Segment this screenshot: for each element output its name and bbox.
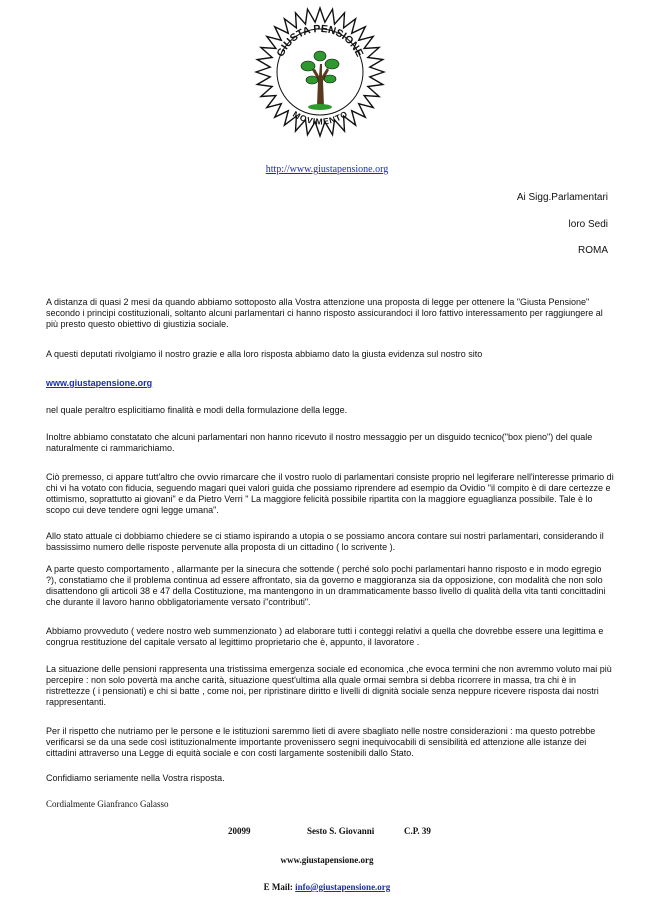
footer-po-box: C.P. 39 [404, 826, 431, 836]
footer-email-link[interactable]: info@giustapensione.org [295, 882, 391, 892]
movement-logo [254, 6, 386, 138]
recipient-line-2: loro Sedi [568, 219, 608, 230]
paragraph-site-description: nel quale peraltro esplicitiamo finalità e modi della formulazione della legge. [46, 405, 348, 415]
paragraph-pension-situation: La situazione delle pensioni rappresenta una tristissima emergenza sociale ed economica ,che evoca termini che non avremmo voluto mai più percepire : non solo povertà ma anche carità, situazione quest'ultima alla quale ormai sembra si debba ricorrere in massa, tra chi è in ristrettezze ( i pensionati) e chi si batte , come noi, per ripristinare diritto e livelli di dignità sociale senza neppure ricevere risposta dai nostri rappresentanti. [46, 664, 612, 707]
logo-top-text: GIUSTA PENSIONE [274, 22, 366, 59]
footer-email-line [0, 882, 654, 892]
paragraph-closing: Confidiamo seriamente nella Vostra risposta. [46, 773, 225, 783]
recipient-line-3: ROMA [578, 245, 608, 256]
footer-website: www.giustapensione.org [280, 855, 374, 865]
paragraph-calculations: Abbiamo provveduto ( vedere nostro web summenzionato ) ad elaborare tutti i conteggi relativi a quella che dovrebbe essere una legittima e congrua restituzione del capitale versato al legittimo proprietario che è, appunto, il lavoratore . [46, 626, 604, 647]
footer-city: Sesto S. Giovanni [307, 826, 375, 836]
footer-cap: 20099 [228, 826, 251, 836]
website-link-top[interactable]: http://www.giustapensione.org [265, 164, 389, 175]
paragraph-premise: Ciò premesso, ci appare tutt'altro che ovvio rimarcare che il vostro ruolo di parlamentari consiste proprio nel legiferare nell'interesse primario di chi vi ha votato con fiducia, seguendo magari quei valori guida che possiamo riprendere ad esempio da Ovidio "il compito è di dare certezze e ottimismo, soprattutto ai giovani" e da Pietro Verri " La maggiore felicità possibile ripartita con la maggiore eguaglianza possibile. Tale è lo scopo cui deve tendere ogni legge umana". [46, 472, 614, 515]
tree-icon [254, 6, 386, 138]
paragraph-intro: A distanza di quasi 2 mesi da quando abbiamo sottoposto alla Vostra attenzione una proposta di legge per ottenere la "Giusta Pensione" secondo i principi costituzionali, soltanto alcuni parlamentari ci hanno risposto assicurandoci il loro fattivo interessamento per raggiungere al più presto questo obiettivo di giustizia sociale. [46, 297, 603, 329]
paragraph-utopia: Allo stato attuale ci dobbiamo chiedere se ci stiamo ispirando a utopia o se possiamo ancora contare sui nostri parlamentari, considerando il bassissimo numero delle risposte pervenute alla proposta di un cittadino ( lo scrivente ). [46, 531, 604, 552]
logo-bottom-text: MOVIMENTO [291, 108, 349, 127]
recipient-line-1: Ai Sigg.Parlamentari [516, 192, 608, 203]
paragraph-behaviour: A parte questo comportamento , allarmante per la sinecura che sottende ( perché solo pochi parlamentari hanno risposto e in modo egregio ?), constatiamo che il problema continua ad essere affrontato, sia da governo e maggioranza sia da opposizione, con modalità che non solo disattendono gli articoli 38 e 47 della Costituzione, ma mantengono in un drammaticamente basso livello di qualità della vita tanti concittadini che durante il lavoro hanno obbligatoriamente versato i"contributi". [46, 564, 606, 607]
paragraph-thanks: A questi deputati rivolgiamo il nostro grazie e alla loro risposta abbiamo dato la giusta evidenza sul nostro sito [46, 349, 483, 359]
paragraph-box-full: Inoltre abbiamo constatato che alcuni parlamentari non hanno ricevuto il nostro messaggio per un disguido tecnico("box pieno") del quale naturalmente ci rammarichiamo. [46, 432, 593, 453]
signature: Cordialmente Gianfranco Galasso [46, 799, 169, 809]
site-link[interactable]: www.giustapensione.org [46, 378, 153, 388]
footer-email-label: E Mail: [263, 882, 293, 892]
paragraph-respect: Per il rispetto che nutriamo per le persone e le istituzioni saremmo lieti di avere sbagliato nelle nostre considerazioni : ma questo potrebbe verificarsi se da una sede così istituzionalmente importante provenissero segni inequivocabili di sensibilità ed attenzione alle istanze dei cittadini attraverso una Legge di equità sociale e con costi largamente sostenibili dallo Stato. [46, 726, 596, 758]
